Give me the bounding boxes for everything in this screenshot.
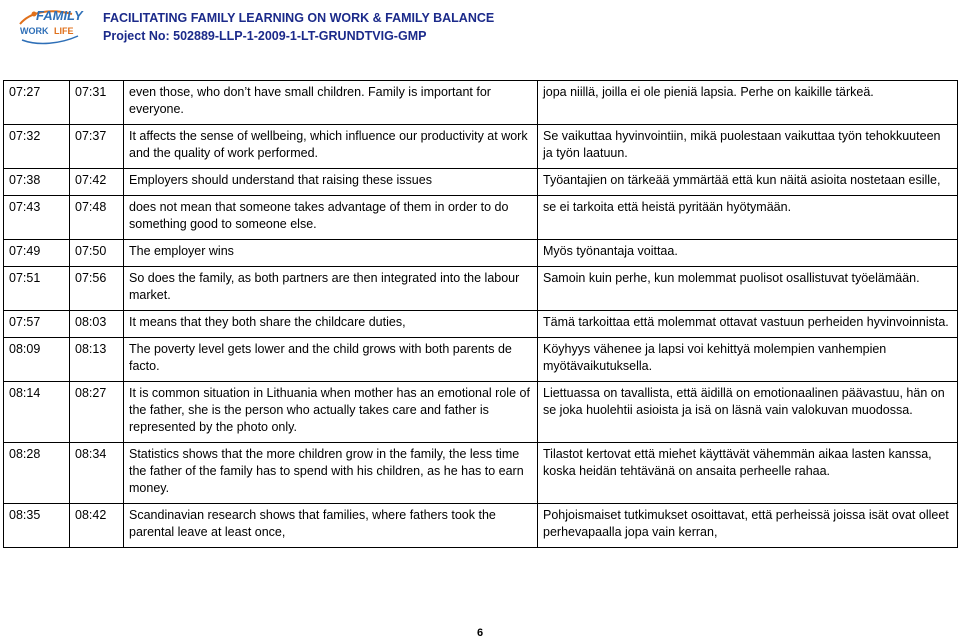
table-row [4,443,958,504]
table-row [4,311,958,338]
end-time-cell: 07:50 [70,240,124,267]
finnish-text-cell: Köyhyys vähenee ja lapsi voi kehittyä molempien vanhempien myötävaikutuksella. [538,338,958,382]
start-time-cell: 07:49 [4,240,70,267]
english-text-cell: Statistics shows that the more children grow in the family, the less time the father of the family has to spend with his children, as he has to earn money. [124,443,538,504]
end-time-cell: 08:27 [70,382,124,443]
logo-word-work: WORK [20,26,49,36]
end-time-cell: 08:13 [70,338,124,382]
project-number: Project No: 502889-LLP-1-2009-1-LT-GRUNDTVIG-GMP [103,29,427,43]
english-text-cell: The employer wins [124,240,538,267]
table-row [4,81,958,125]
table-row [4,240,958,267]
table-row [4,267,958,311]
english-text-cell: does not mean that someone takes advantage of them in order to do something good to someone else. [124,196,538,240]
start-time-cell: 07:32 [4,125,70,169]
table-row [4,338,958,382]
table-row [4,382,958,443]
table-row [4,196,958,240]
start-time-cell: 08:28 [4,443,70,504]
table-row [4,504,958,548]
finnish-text-cell: Liettuassa on tavallista, että äidillä on emotionaalinen päävastuu, hän on se joka huolehtii asioista ja isä on läsnä vain valokuvan muodossa. [538,382,958,443]
document-title: FACILITATING FAMILY LEARNING ON WORK & FAMILY BALANCE [103,11,495,25]
english-text-cell: The poverty level gets lower and the child grows with both parents de facto. [124,338,538,382]
end-time-cell: 07:56 [70,267,124,311]
finnish-text-cell: Tämä tarkoittaa että molemmat ottavat vastuun perheiden hyvinvoinnista. [538,311,958,338]
english-text-cell: Scandinavian research shows that families, where fathers took the parental leave at least once, [124,504,538,548]
start-time-cell: 08:14 [4,382,70,443]
finnish-text-cell: Samoin kuin perhe, kun molemmat puolisot osallistuvat työelämään. [538,267,958,311]
end-time-cell: 08:34 [70,443,124,504]
finnish-text-cell: Tilastot kertovat että miehet käyttävät vähemmän aikaa lasten kanssa, koska heidän tehtävänä on ansaita perheelle rahaa. [538,443,958,504]
table-row [4,125,958,169]
start-time-cell: 07:27 [4,81,70,125]
end-time-cell: 08:03 [70,311,124,338]
table-row [4,169,958,196]
end-time-cell: 07:31 [70,81,124,125]
end-time-cell: 07:48 [70,196,124,240]
english-text-cell: It is common situation in Lithuania when mother has an emotional role of the father, she is the person who actually takes care and father is represented by the photo only. [124,382,538,443]
english-text-cell: It means that they both share the childcare duties, [124,311,538,338]
start-time-cell: 07:38 [4,169,70,196]
start-time-cell: 08:09 [4,338,70,382]
subtitle-translation-table [3,80,958,548]
finnish-text-cell: jopa niillä, joilla ei ole pieniä lapsia. Perhe on kaikille tärkeä. [538,81,958,125]
english-text-cell: even those, who don’t have small children. Family is important for everyone. [124,81,538,125]
end-time-cell: 07:37 [70,125,124,169]
start-time-cell: 07:43 [4,196,70,240]
page-number: 6 [476,627,484,639]
logo-word-life: LIFE [54,26,74,36]
finnish-text-cell: Pohjoismaiset tutkimukset osoittavat, että perheissä joissa isät ovat olleet perhevapaalla jopa vain kerran, [538,504,958,548]
start-time-cell: 07:51 [4,267,70,311]
english-text-cell: So does the family, as both partners are then integrated into the labour market. [124,267,538,311]
finnish-text-cell: Työantajien on tärkeää ymmärtää että kun näitä asioita nostetaan esille, [538,169,958,196]
finnish-text-cell: Se vaikuttaa hyvinvointiin, mikä puolestaan vaikuttaa työn tehokkuuteen ja työn laatuun. [538,125,958,169]
page-header [0,0,960,56]
end-time-cell: 07:42 [70,169,124,196]
family-work-life-logo [16,6,84,48]
english-text-cell: It affects the sense of wellbeing, which influence our productivity at work and the quality of work performed. [124,125,538,169]
finnish-text-cell: se ei tarkoita että heistä pyritään hyötymään. [538,196,958,240]
end-time-cell: 08:42 [70,504,124,548]
finnish-text-cell: Myös työnantaja voittaa. [538,240,958,267]
english-text-cell: Employers should understand that raising these issues [124,169,538,196]
logo-word-family: FAMILY [36,8,83,23]
start-time-cell: 07:57 [4,311,70,338]
start-time-cell: 08:35 [4,504,70,548]
